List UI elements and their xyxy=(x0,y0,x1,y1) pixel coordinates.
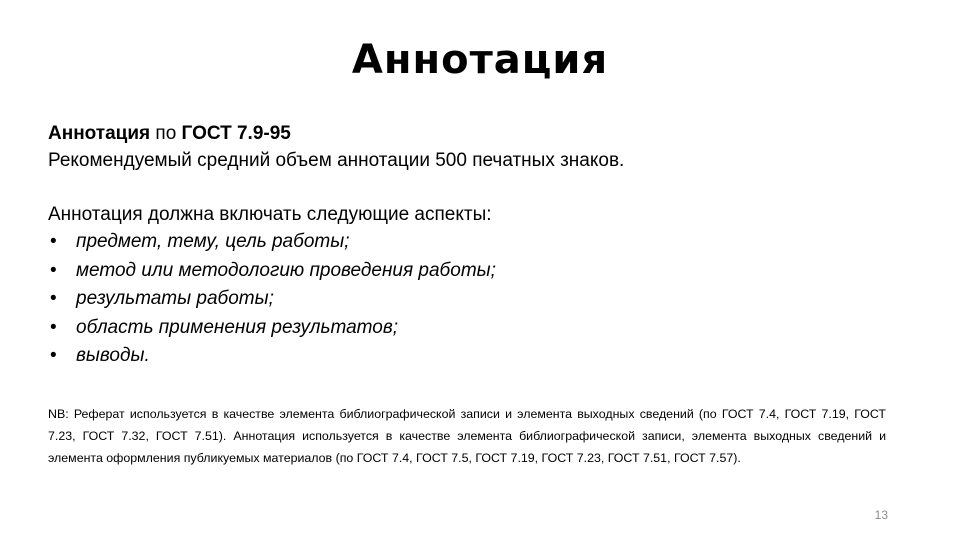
page-number: 13 xyxy=(874,508,888,522)
aspect-text: область применения результатов; xyxy=(76,316,399,338)
bullet-icon: • xyxy=(50,259,57,281)
aspect-text: результаты работы; xyxy=(76,288,274,309)
aspect-item xyxy=(48,314,918,343)
aspect-item xyxy=(48,285,918,314)
aspect-text: метод или методологию проведения работы; xyxy=(76,259,496,281)
heading-connector: по xyxy=(150,123,182,144)
bullet-icon: • xyxy=(50,345,57,366)
aspect-text: предмет, тему, цель работы; xyxy=(76,231,350,252)
aspect-item xyxy=(48,228,918,257)
aspects-list xyxy=(48,228,918,371)
aspects-intro: Аннотация должна включать следующие аспекты: xyxy=(48,204,492,225)
slide-title: Аннотация xyxy=(351,37,609,83)
bullet-icon: • xyxy=(50,316,57,338)
bullet-icon: • xyxy=(50,288,57,309)
bullet-icon: • xyxy=(50,231,57,252)
paragraph-spacer xyxy=(48,174,918,201)
aspect-item xyxy=(48,257,918,286)
aspect-item xyxy=(48,342,918,371)
slide-body xyxy=(48,120,918,371)
heading-standard: ГОСТ 7.9-95 xyxy=(181,123,291,144)
aspect-text: выводы. xyxy=(76,345,150,366)
recommendation-text: Рекомендуемый средний объем аннотации 500 печатных знаков. xyxy=(48,150,625,171)
annotation-heading xyxy=(48,120,918,147)
heading-term: Аннотация xyxy=(48,123,151,144)
nb-note: NB: Реферат используется в качестве элемента библиографической записи и элемента выходных сведений (по ГОСТ 7.4, ГОСТ 7.19, ГОСТ 7.23, ГОСТ 7.32, ГОСТ 7.51). Аннотация используется в качестве элемента библиографической записи, элемента выходных сведений и элемента оформления публикуемых материалов (по ГОСТ 7.4, ГОСТ 7.5, ГОСТ 7.19, ГОСТ 7.23, ГОСТ 7.51, ГОСТ 7.57). xyxy=(48,407,886,465)
